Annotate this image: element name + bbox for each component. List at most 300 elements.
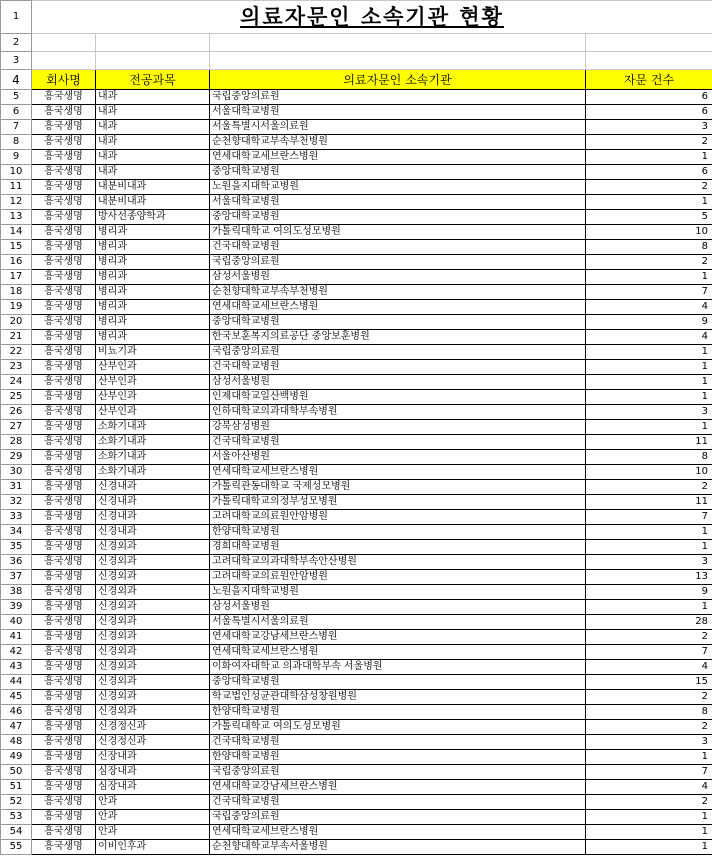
count-cell[interactable]: 11: [586, 495, 712, 510]
institution-cell[interactable]: 노원을지대학교병원: [210, 180, 586, 195]
row-number[interactable]: 28: [1, 435, 32, 450]
cell[interactable]: [96, 34, 210, 52]
count-cell[interactable]: 1: [586, 195, 712, 210]
institution-cell[interactable]: 국립중앙의료원: [210, 255, 586, 270]
institution-cell[interactable]: 서울특별시서울의료원: [210, 120, 586, 135]
sheet-title[interactable]: 의료자문인 소속기관 현황: [32, 1, 712, 34]
row-number[interactable]: 27: [1, 420, 32, 435]
specialty-cell[interactable]: 신경외과: [96, 675, 210, 690]
specialty-cell[interactable]: 병리과: [96, 315, 210, 330]
specialty-cell[interactable]: 안과: [96, 795, 210, 810]
company-cell[interactable]: 흥국생명: [32, 495, 96, 510]
cell[interactable]: [586, 34, 712, 52]
company-cell[interactable]: 흥국생명: [32, 840, 96, 855]
company-cell[interactable]: 흥국생명: [32, 585, 96, 600]
specialty-cell[interactable]: 내분비내과: [96, 195, 210, 210]
institution-cell[interactable]: 중앙대학교병원: [210, 165, 586, 180]
company-cell[interactable]: 흥국생명: [32, 510, 96, 525]
company-cell[interactable]: 흥국생명: [32, 105, 96, 120]
count-cell[interactable]: 8: [586, 450, 712, 465]
count-cell[interactable]: 1: [586, 840, 712, 855]
company-cell[interactable]: 흥국생명: [32, 405, 96, 420]
row-number[interactable]: 2: [1, 34, 32, 52]
institution-cell[interactable]: 강북삼성병원: [210, 420, 586, 435]
cell[interactable]: [32, 52, 96, 70]
company-cell[interactable]: 흥국생명: [32, 825, 96, 840]
company-cell[interactable]: 흥국생명: [32, 150, 96, 165]
specialty-cell[interactable]: 소화기내과: [96, 465, 210, 480]
specialty-cell[interactable]: 신경내과: [96, 480, 210, 495]
company-cell[interactable]: 흥국생명: [32, 255, 96, 270]
institution-cell[interactable]: 삼성서울병원: [210, 375, 586, 390]
count-cell[interactable]: 6: [586, 165, 712, 180]
count-cell[interactable]: 1: [586, 420, 712, 435]
row-number[interactable]: 16: [1, 255, 32, 270]
institution-cell[interactable]: 한양대학교병원: [210, 750, 586, 765]
specialty-cell[interactable]: 신경외과: [96, 705, 210, 720]
row-number[interactable]: 48: [1, 735, 32, 750]
row-number[interactable]: 39: [1, 600, 32, 615]
row-number[interactable]: 9: [1, 150, 32, 165]
count-cell[interactable]: 3: [586, 120, 712, 135]
table-row: [1, 255, 712, 270]
row-number[interactable]: 10: [1, 165, 32, 180]
row-number[interactable]: 41: [1, 630, 32, 645]
row-number[interactable]: 14: [1, 225, 32, 240]
table-row: [1, 765, 712, 780]
row-number[interactable]: 21: [1, 330, 32, 345]
company-cell[interactable]: 흥국생명: [32, 750, 96, 765]
specialty-cell[interactable]: 내과: [96, 135, 210, 150]
company-cell[interactable]: 흥국생명: [32, 360, 96, 375]
specialty-cell[interactable]: 안과: [96, 810, 210, 825]
row-number[interactable]: 34: [1, 525, 32, 540]
blank-row: [1, 52, 712, 70]
count-cell[interactable]: 1: [586, 150, 712, 165]
institution-cell[interactable]: 연세대학교세브란스병원: [210, 300, 586, 315]
row-number[interactable]: 18: [1, 285, 32, 300]
company-cell[interactable]: 흥국생명: [32, 375, 96, 390]
specialty-cell[interactable]: 병리과: [96, 225, 210, 240]
institution-cell[interactable]: 연세대학교세브란스병원: [210, 465, 586, 480]
row-number[interactable]: 35: [1, 540, 32, 555]
row-number[interactable]: 51: [1, 780, 32, 795]
table-row: [1, 540, 712, 555]
count-cell[interactable]: 2: [586, 795, 712, 810]
count-cell[interactable]: 1: [586, 810, 712, 825]
institution-cell[interactable]: 건국대학교병원: [210, 240, 586, 255]
row-number[interactable]: 55: [1, 840, 32, 855]
count-cell[interactable]: 2: [586, 720, 712, 735]
company-cell[interactable]: 흥국생명: [32, 90, 96, 105]
institution-cell[interactable]: 학교법인성균관대학삼성창원병원: [210, 690, 586, 705]
company-cell[interactable]: 흥국생명: [32, 330, 96, 345]
company-cell[interactable]: 흥국생명: [32, 390, 96, 405]
header-specialty[interactable]: 전공과목: [96, 70, 210, 90]
count-cell[interactable]: 6: [586, 105, 712, 120]
header-institution[interactable]: 의료자문인 소속기관: [210, 70, 586, 90]
count-cell[interactable]: 1: [586, 390, 712, 405]
table-row: [1, 600, 712, 615]
institution-cell[interactable]: 건국대학교병원: [210, 735, 586, 750]
row-number[interactable]: 22: [1, 345, 32, 360]
table-row: [1, 750, 712, 765]
specialty-cell[interactable]: 산부인과: [96, 405, 210, 420]
count-cell[interactable]: 5: [586, 210, 712, 225]
table-row: [1, 390, 712, 405]
company-cell[interactable]: 흥국생명: [32, 540, 96, 555]
institution-cell[interactable]: 순천향대학교부속부천병원: [210, 285, 586, 300]
count-cell[interactable]: 7: [586, 645, 712, 660]
specialty-cell[interactable]: 신장내과: [96, 750, 210, 765]
institution-cell[interactable]: 연세대학교세브란스병원: [210, 825, 586, 840]
row-number[interactable]: 32: [1, 495, 32, 510]
specialty-cell[interactable]: 신경내과: [96, 510, 210, 525]
table-row: [1, 645, 712, 660]
row-number[interactable]: 49: [1, 750, 32, 765]
specialty-cell[interactable]: 신경외과: [96, 585, 210, 600]
specialty-cell[interactable]: 신경외과: [96, 630, 210, 645]
row-number[interactable]: 42: [1, 645, 32, 660]
table-row: [1, 405, 712, 420]
specialty-cell[interactable]: 신경내과: [96, 495, 210, 510]
company-cell[interactable]: 흥국생명: [32, 180, 96, 195]
specialty-cell[interactable]: 내과: [96, 150, 210, 165]
institution-cell[interactable]: 가톨릭대학교 여의도성모병원: [210, 720, 586, 735]
table-row: [1, 525, 712, 540]
institution-cell[interactable]: 중앙대학교병원: [210, 210, 586, 225]
table-row: [1, 165, 712, 180]
specialty-cell[interactable]: 신경외과: [96, 570, 210, 585]
count-cell[interactable]: 2: [586, 135, 712, 150]
table-row: [1, 450, 712, 465]
table-row: [1, 375, 712, 390]
specialty-cell[interactable]: 신경외과: [96, 600, 210, 615]
table-row: [1, 480, 712, 495]
company-cell[interactable]: 흥국생명: [32, 450, 96, 465]
row-number[interactable]: 26: [1, 405, 32, 420]
specialty-cell[interactable]: 신경정신과: [96, 720, 210, 735]
specialty-cell[interactable]: 신경정신과: [96, 735, 210, 750]
count-cell[interactable]: 2: [586, 630, 712, 645]
count-cell[interactable]: 1: [586, 540, 712, 555]
row-number[interactable]: 53: [1, 810, 32, 825]
count-cell[interactable]: 1: [586, 825, 712, 840]
row-number[interactable]: 45: [1, 690, 32, 705]
header-company[interactable]: 회사명: [32, 70, 96, 90]
row-number[interactable]: 19: [1, 300, 32, 315]
specialty-cell[interactable]: 내분비내과: [96, 180, 210, 195]
row-number[interactable]: 29: [1, 450, 32, 465]
row-number[interactable]: 46: [1, 705, 32, 720]
company-cell[interactable]: 흥국생명: [32, 135, 96, 150]
row-number[interactable]: 3: [1, 52, 32, 70]
table-row: [1, 270, 712, 285]
specialty-cell[interactable]: 비뇨기과: [96, 345, 210, 360]
row-number[interactable]: 5: [1, 90, 32, 105]
company-cell[interactable]: 흥국생명: [32, 645, 96, 660]
row-number[interactable]: 40: [1, 615, 32, 630]
row-number[interactable]: 50: [1, 765, 32, 780]
institution-cell[interactable]: 가톨릭대학교 여의도성모병원: [210, 225, 586, 240]
specialty-cell[interactable]: 신경외과: [96, 555, 210, 570]
institution-cell[interactable]: 국립중앙의료원: [210, 810, 586, 825]
institution-cell[interactable]: 삼성서울병원: [210, 600, 586, 615]
specialty-cell[interactable]: 신경외과: [96, 645, 210, 660]
company-cell[interactable]: 흥국생명: [32, 120, 96, 135]
row-number[interactable]: 33: [1, 510, 32, 525]
institution-cell[interactable]: 인하대학교의과대학부속병원: [210, 405, 586, 420]
institution-cell[interactable]: 순천향대학교부속서울병원: [210, 840, 586, 855]
count-cell[interactable]: 1: [586, 375, 712, 390]
institution-cell[interactable]: 연세대학교강남세브란스병원: [210, 630, 586, 645]
company-cell[interactable]: 흥국생명: [32, 705, 96, 720]
count-cell[interactable]: 1: [586, 600, 712, 615]
cell[interactable]: [210, 34, 586, 52]
row-number[interactable]: 4: [1, 70, 32, 90]
specialty-cell[interactable]: 소화기내과: [96, 450, 210, 465]
company-cell[interactable]: 흥국생명: [32, 765, 96, 780]
institution-cell[interactable]: 인제대학교일산백병원: [210, 390, 586, 405]
specialty-cell[interactable]: 산부인과: [96, 375, 210, 390]
specialty-cell[interactable]: 심장내과: [96, 765, 210, 780]
specialty-cell[interactable]: 안과: [96, 825, 210, 840]
company-cell[interactable]: 흥국생명: [32, 480, 96, 495]
institution-cell[interactable]: 연세대학교세브란스병원: [210, 645, 586, 660]
count-cell[interactable]: 2: [586, 180, 712, 195]
company-cell[interactable]: 흥국생명: [32, 675, 96, 690]
count-cell[interactable]: 1: [586, 360, 712, 375]
institution-cell[interactable]: 서울대학교병원: [210, 195, 586, 210]
company-cell[interactable]: 흥국생명: [32, 270, 96, 285]
specialty-cell[interactable]: 병리과: [96, 300, 210, 315]
count-cell[interactable]: 2: [586, 690, 712, 705]
table-row: [1, 105, 712, 120]
institution-cell[interactable]: 건국대학교병원: [210, 795, 586, 810]
institution-cell[interactable]: 국립중앙의료원: [210, 765, 586, 780]
row-number[interactable]: 37: [1, 570, 32, 585]
institution-cell[interactable]: 고려대학교의과대학부속안산병원: [210, 555, 586, 570]
row-number[interactable]: 52: [1, 795, 32, 810]
row-number[interactable]: 23: [1, 360, 32, 375]
company-cell[interactable]: 흥국생명: [32, 780, 96, 795]
institution-cell[interactable]: 중앙대학교병원: [210, 675, 586, 690]
company-cell[interactable]: 흥국생명: [32, 240, 96, 255]
company-cell[interactable]: 흥국생명: [32, 720, 96, 735]
institution-cell[interactable]: 한양대학교병원: [210, 705, 586, 720]
specialty-cell[interactable]: 내과: [96, 120, 210, 135]
specialty-cell[interactable]: 병리과: [96, 270, 210, 285]
institution-cell[interactable]: 국립중앙의료원: [210, 345, 586, 360]
row-number[interactable]: 15: [1, 240, 32, 255]
count-cell[interactable]: 1: [586, 270, 712, 285]
count-cell[interactable]: 7: [586, 285, 712, 300]
table-row: [1, 135, 712, 150]
count-cell[interactable]: 10: [586, 465, 712, 480]
institution-cell[interactable]: 국립중앙의료원: [210, 90, 586, 105]
count-cell[interactable]: 9: [586, 315, 712, 330]
table-row: [1, 570, 712, 585]
row-number[interactable]: 25: [1, 390, 32, 405]
company-cell[interactable]: 흥국생명: [32, 225, 96, 240]
specialty-cell[interactable]: 병리과: [96, 330, 210, 345]
company-cell[interactable]: 흥국생명: [32, 300, 96, 315]
company-cell[interactable]: 흥국생명: [32, 630, 96, 645]
institution-cell[interactable]: 경희대학교병원: [210, 540, 586, 555]
specialty-cell[interactable]: 내과: [96, 90, 210, 105]
institution-cell[interactable]: 연세대학교강남세브란스병원: [210, 780, 586, 795]
cell[interactable]: [586, 52, 712, 70]
count-cell[interactable]: 3: [586, 735, 712, 750]
header-count[interactable]: 자문 건수: [586, 70, 712, 90]
institution-cell[interactable]: 중앙대학교병원: [210, 315, 586, 330]
institution-cell[interactable]: 삼성서울병원: [210, 270, 586, 285]
count-cell[interactable]: 2: [586, 480, 712, 495]
row-number[interactable]: 47: [1, 720, 32, 735]
institution-cell[interactable]: 한양대학교병원: [210, 525, 586, 540]
specialty-cell[interactable]: 병리과: [96, 285, 210, 300]
institution-cell[interactable]: 건국대학교병원: [210, 360, 586, 375]
row-number[interactable]: 38: [1, 585, 32, 600]
institution-cell[interactable]: 서울특별시서울의료원: [210, 615, 586, 630]
row-number[interactable]: 36: [1, 555, 32, 570]
institution-cell[interactable]: 순천향대학교부속부천병원: [210, 135, 586, 150]
specialty-cell[interactable]: 내과: [96, 105, 210, 120]
company-cell[interactable]: 흥국생명: [32, 660, 96, 675]
count-cell[interactable]: 1: [586, 750, 712, 765]
institution-cell[interactable]: 건국대학교병원: [210, 435, 586, 450]
table-row: [1, 360, 712, 375]
specialty-cell[interactable]: 이비인후과: [96, 840, 210, 855]
count-cell[interactable]: 7: [586, 765, 712, 780]
table-row: [1, 315, 712, 330]
row-number[interactable]: 11: [1, 180, 32, 195]
count-cell[interactable]: 11: [586, 435, 712, 450]
count-cell[interactable]: 3: [586, 405, 712, 420]
company-cell[interactable]: 흥국생명: [32, 465, 96, 480]
count-cell[interactable]: 4: [586, 780, 712, 795]
row-number[interactable]: 8: [1, 135, 32, 150]
institution-cell[interactable]: 이화여자대학교 의과대학부속 서울병원: [210, 660, 586, 675]
specialty-cell[interactable]: 병리과: [96, 240, 210, 255]
table-row: [1, 420, 712, 435]
count-cell[interactable]: 1: [586, 345, 712, 360]
company-cell[interactable]: 흥국생명: [32, 420, 96, 435]
specialty-cell[interactable]: 병리과: [96, 255, 210, 270]
count-cell[interactable]: 8: [586, 240, 712, 255]
count-cell[interactable]: 9: [586, 585, 712, 600]
institution-cell[interactable]: 서울아산병원: [210, 450, 586, 465]
specialty-cell[interactable]: 방사선종양학과: [96, 210, 210, 225]
institution-cell[interactable]: 한국보훈복지의료공단 중앙보훈병원: [210, 330, 586, 345]
company-cell[interactable]: 흥국생명: [32, 525, 96, 540]
specialty-cell[interactable]: 소화기내과: [96, 420, 210, 435]
institution-cell[interactable]: 고려대학교의료원안암병원: [210, 570, 586, 585]
specialty-cell[interactable]: 심장내과: [96, 780, 210, 795]
count-cell[interactable]: 1: [586, 525, 712, 540]
count-cell[interactable]: 2: [586, 255, 712, 270]
count-cell[interactable]: 4: [586, 330, 712, 345]
specialty-cell[interactable]: 산부인과: [96, 360, 210, 375]
company-cell[interactable]: 흥국생명: [32, 435, 96, 450]
count-cell[interactable]: 4: [586, 300, 712, 315]
cell[interactable]: [96, 52, 210, 70]
row-number[interactable]: 20: [1, 315, 32, 330]
table-row: [1, 225, 712, 240]
specialty-cell[interactable]: 소화기내과: [96, 435, 210, 450]
row-number[interactable]: 12: [1, 195, 32, 210]
count-cell[interactable]: 8: [586, 705, 712, 720]
company-cell[interactable]: 흥국생명: [32, 195, 96, 210]
cell[interactable]: [32, 34, 96, 52]
specialty-cell[interactable]: 산부인과: [96, 390, 210, 405]
blank-row: [1, 34, 712, 52]
table-row: [1, 675, 712, 690]
count-cell[interactable]: 10: [586, 225, 712, 240]
row-number[interactable]: 44: [1, 675, 32, 690]
row-number[interactable]: 43: [1, 660, 32, 675]
specialty-cell[interactable]: 신경외과: [96, 690, 210, 705]
specialty-cell[interactable]: 신경외과: [96, 615, 210, 630]
cell[interactable]: [210, 52, 586, 70]
count-cell[interactable]: 15: [586, 675, 712, 690]
company-cell[interactable]: 흥국생명: [32, 795, 96, 810]
institution-cell[interactable]: 가톨릭관동대학교 국제성모병원: [210, 480, 586, 495]
company-cell[interactable]: 흥국생명: [32, 810, 96, 825]
specialty-cell[interactable]: 신경외과: [96, 660, 210, 675]
institution-cell[interactable]: 연세대학교세브란스병원: [210, 150, 586, 165]
count-cell[interactable]: 3: [586, 555, 712, 570]
specialty-cell[interactable]: 신경내과: [96, 525, 210, 540]
table-row: [1, 210, 712, 225]
specialty-cell[interactable]: 신경외과: [96, 540, 210, 555]
specialty-cell[interactable]: 내과: [96, 165, 210, 180]
company-cell[interactable]: 흥국생명: [32, 555, 96, 570]
count-cell[interactable]: 7: [586, 510, 712, 525]
company-cell[interactable]: 흥국생명: [32, 285, 96, 300]
company-cell[interactable]: 흥국생명: [32, 570, 96, 585]
table-row: [1, 345, 712, 360]
company-cell[interactable]: 흥국생명: [32, 735, 96, 750]
row-number[interactable]: 24: [1, 375, 32, 390]
row-number[interactable]: 31: [1, 480, 32, 495]
company-cell[interactable]: 흥국생명: [32, 315, 96, 330]
count-cell[interactable]: 4: [586, 660, 712, 675]
row-number[interactable]: 30: [1, 465, 32, 480]
company-cell[interactable]: 흥국생명: [32, 690, 96, 705]
row-number[interactable]: 13: [1, 210, 32, 225]
table-row: [1, 330, 712, 345]
company-cell[interactable]: 흥국생명: [32, 600, 96, 615]
count-cell[interactable]: 28: [586, 615, 712, 630]
institution-cell[interactable]: 서울대학교병원: [210, 105, 586, 120]
row-number[interactable]: 6: [1, 105, 32, 120]
row-number[interactable]: 17: [1, 270, 32, 285]
row-number[interactable]: 1: [1, 1, 32, 34]
row-number[interactable]: 54: [1, 825, 32, 840]
institution-cell[interactable]: 고려대학교의료원안암병원: [210, 510, 586, 525]
institution-cell[interactable]: 노원을지대학교병원: [210, 585, 586, 600]
count-cell[interactable]: 13: [586, 570, 712, 585]
row-number[interactable]: 7: [1, 120, 32, 135]
company-cell[interactable]: 흥국생명: [32, 615, 96, 630]
institution-cell[interactable]: 가톨릭대학교의정부성모병원: [210, 495, 586, 510]
company-cell[interactable]: 흥국생명: [32, 210, 96, 225]
count-cell[interactable]: 6: [586, 90, 712, 105]
company-cell[interactable]: 흥국생명: [32, 345, 96, 360]
table-row: [1, 150, 712, 165]
company-cell[interactable]: 흥국생명: [32, 165, 96, 180]
